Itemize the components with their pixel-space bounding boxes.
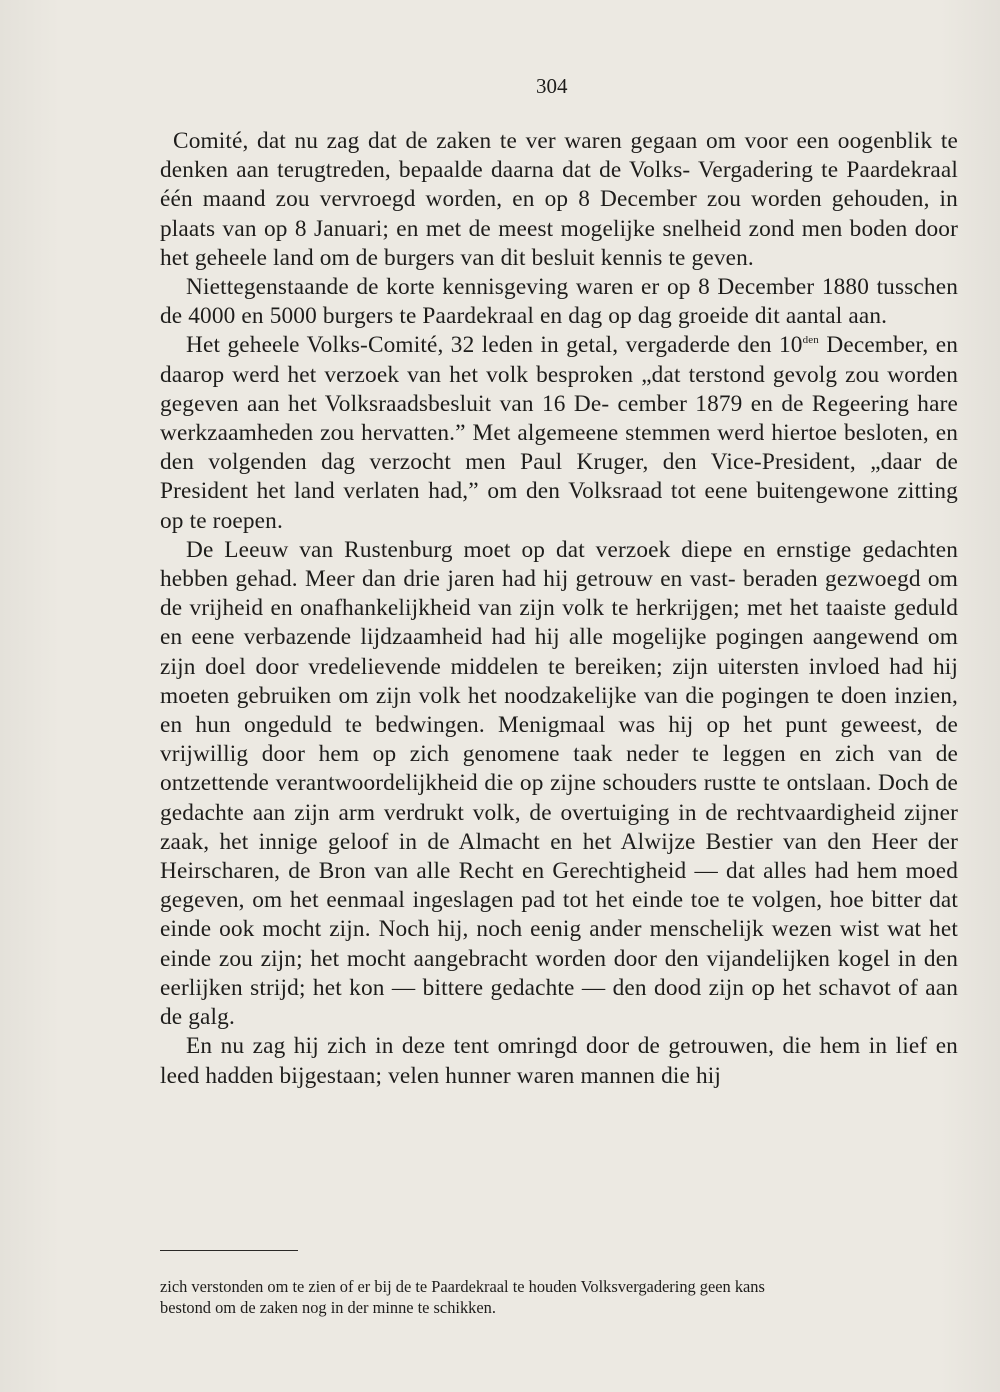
text-line: kogel in den eerlijken strijd; het kon — bittere gedachte — den dood: [160, 945, 959, 1001]
text-line: cember 1879 en de Regeering hare werkzaamheden zou hervatten.” Met: [160, 390, 958, 447]
text-line: ongeduld te bedwingen. Menigmaal was hij op het punt geweest, de: [243, 712, 958, 739]
body-text: [160, 127, 958, 1091]
text-line: het Alwijze Bestier van den Heer der Heirscharen, de Bron van alle: [160, 828, 958, 885]
footnote-line: zich verstonden om te zien of er bij de te Paardekraal te houden Volksvergadering geen kans: [160, 1277, 765, 1296]
text-line: Comité, dat nu zag dat de zaken te ver waren gegaan om voor een: [173, 128, 830, 154]
text-line: beraden gezwoegd om de vrijheid en onafhankelijkheid van zijn volk te: [160, 566, 958, 622]
text-line: herkrijgen; met het taaiste geduld en eene verbazende lijdzaamheid had: [160, 595, 958, 651]
text-line: dit aantal aan.: [754, 303, 888, 330]
text-line: om zijn volk het noodzakelijke van die pogingen te doen inzien, en hun: [160, 682, 958, 739]
paragraph-5: [160, 1032, 958, 1090]
text-line: in de rechtvaardigheid zijner zaak, het innige geloof in de Almacht en: [160, 799, 958, 855]
text-line: had,” om den Volksraad tot eene buitengewone zitting op te roepen.: [160, 478, 958, 534]
text-line: de meest mogelijke snelheid zond men boden door het geheele land om: [160, 215, 958, 271]
paragraph-2: [160, 273, 958, 331]
text-line: middelen te bereiken; zijn uitersten invloed had hij moeten gebruiken: [160, 653, 958, 709]
text-line: zijn op het schavot of aan de galg.: [160, 974, 958, 1031]
text-line: in lief en leed hadden bijgestaan; velen hunner waren mannen die hij: [160, 1033, 958, 1089]
text-line: algemeene stemmen werd hiertoe besloten, en den volgenden dag verzocht: [160, 420, 958, 476]
page-number: 304: [536, 74, 568, 98]
text-line: terstond gevolg zou worden gegeven aan het Volksraadsbesluit van 16 De-: [160, 361, 959, 417]
superscript: den: [802, 334, 819, 347]
text-line: de burgers van dit besluit kennis te geven.: [355, 244, 754, 271]
paragraph-1: [160, 127, 958, 273]
text-line: Vergadering te Paardekraal één maand zou vervroegd worden, en op: [160, 157, 958, 213]
text-line: de ontzettende verantwoordelijkheid die op zijne schouders rustte te: [160, 741, 958, 797]
text-line: ook mocht zijn. Noch hij, noch eenig ander menschelijk wezen wist wat: [219, 916, 922, 943]
text-line: Niettegenstaande de korte kennisgeving waren er op 8 December 1880: [186, 274, 870, 301]
text-line: En nu zag hij zich in deze tent omringd door de getrouwen, die hem: [186, 1033, 861, 1060]
paragraph-4: [160, 536, 958, 1032]
text-line: December, en daarop werd het verzoek van het volk besproken „dat: [160, 332, 958, 388]
text-line: Het geheele Volks-Comité, 32 leden in getal, vergaderde den 10: [186, 332, 803, 359]
text-line: eenmaal ingeslagen pad tot het einde toe te volgen, hoe bitter dat einde: [160, 887, 958, 943]
footnote-divider: [160, 1250, 298, 1251]
text-line: tusschen de 4000 en 5000 burgers te Paardekraal en dag op dag groeide: [160, 274, 958, 330]
text-line: hij alle mogelijke pogingen aangewend om zijn doel door vredelievende: [160, 624, 958, 680]
text-line: ontslaan. Doch de gedachte aan zijn arm verdrukt volk, de overtuiging: [160, 770, 958, 826]
paragraph-3: [160, 331, 958, 535]
footnote-line: bestond om de zaken nog in der minne te schikken.: [160, 1298, 496, 1317]
text-line: oogenblik te denken aan terugtreden, bepaalde daarna dat de Volks-: [160, 128, 958, 184]
text-line: De Leeuw van Rustenburg moet op dat verzoek diepe en ernstige: [186, 536, 852, 563]
text-line: het einde zou zijn; het mocht aangebracht worden door den vijandelijken: [160, 916, 958, 972]
text-line: gedachten hebben gehad. Meer dan drie jaren had hij getrouw en vast-: [160, 536, 959, 593]
text-line: 8 December zou worden gehouden, in plaats van op 8 Januari; en met: [160, 186, 958, 242]
footnote: [160, 1276, 960, 1318]
text-line: vrijwillig door hem op zich genomene taak neder te leggen en zich van: [160, 741, 923, 768]
text-line: men Paul Kruger, den Vice-President, „daar de President het land verlaten: [160, 449, 958, 505]
text-line: Recht en Gerechtigheid — dat alles had hem moed gegeven, om het: [160, 858, 958, 914]
